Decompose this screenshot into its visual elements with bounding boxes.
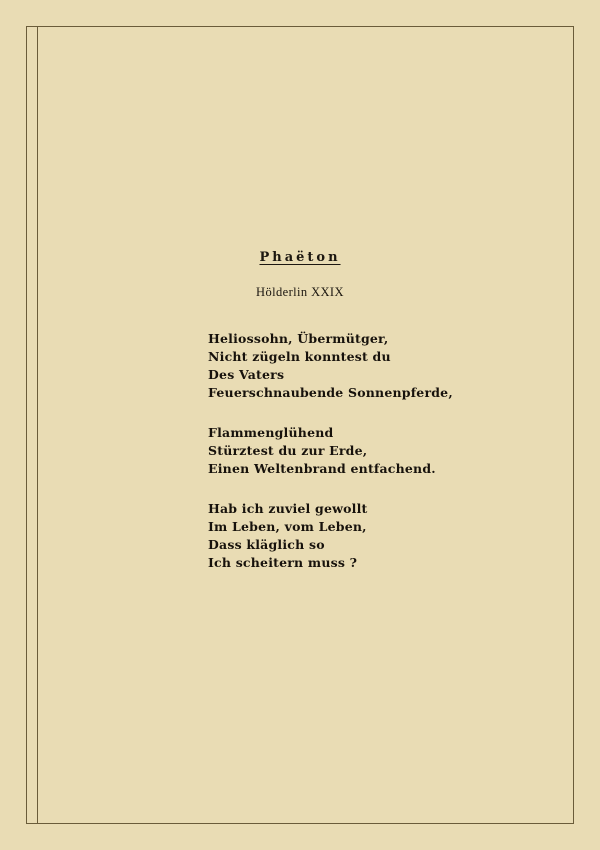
page-title: Phaëton <box>259 250 341 265</box>
poem-line: Nicht zügeln konntest du <box>208 349 391 364</box>
poem-line: Des Vaters <box>208 367 285 382</box>
poem-author: Hölderlin XXIX <box>256 285 344 299</box>
poem-stanza <box>208 330 548 402</box>
poem-line: Dass kläglich so <box>208 537 325 552</box>
poem-line: Heliossohn, Übermütger, <box>208 331 389 346</box>
poem-line: Stürztest du zur Erde, <box>208 443 368 458</box>
poem-line: Ich scheitern muss ? <box>208 555 358 570</box>
poem-stanza <box>208 500 548 572</box>
poem-line: Einen Weltenbrand entfachend. <box>208 461 436 476</box>
poem-stanza <box>208 424 548 478</box>
poem-body <box>208 330 548 594</box>
poem-line: Im Leben, vom Leben, <box>208 519 367 534</box>
poem-line: Hab ich zuviel gewollt <box>208 501 368 516</box>
poem-line: Flammenglühend <box>208 425 334 440</box>
poem-line: Feuerschnaubende Sonnenpferde, <box>208 385 453 400</box>
